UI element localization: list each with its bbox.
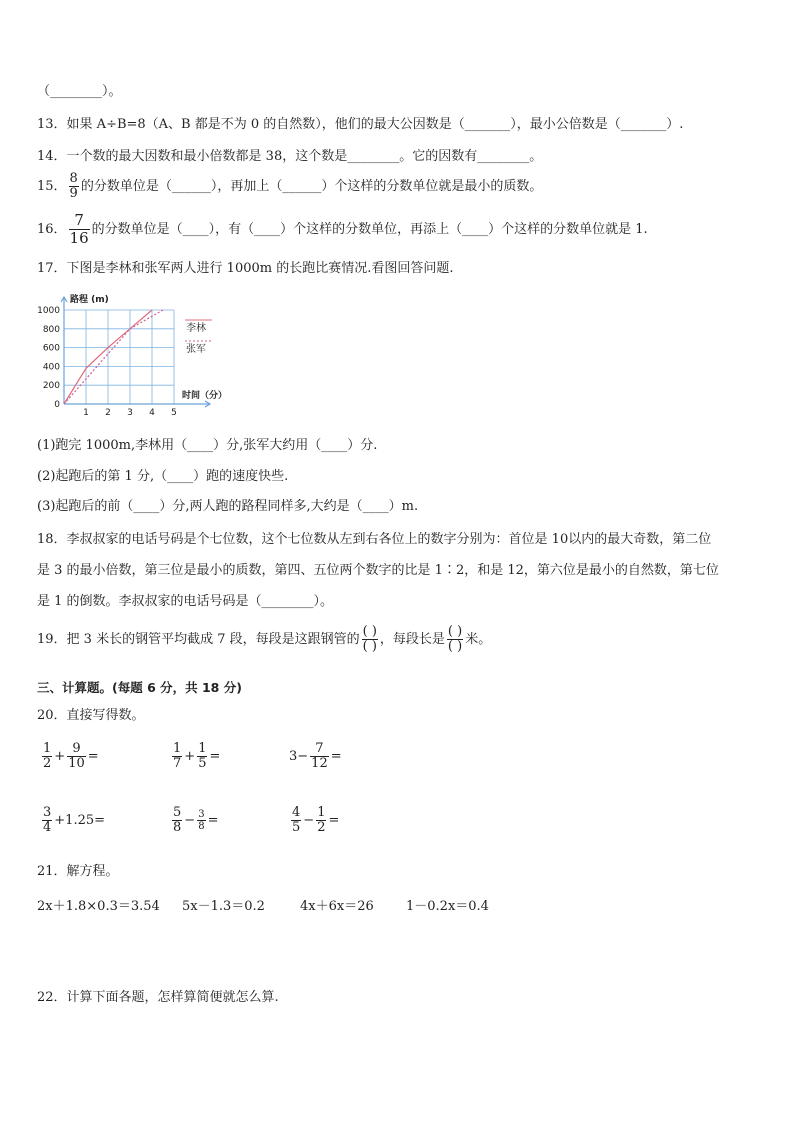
- question-16: [37, 212, 648, 247]
- chart-tick-labels: [37, 306, 177, 418]
- legend-label-lilin: 李林: [186, 323, 206, 334]
- chart-y-label: 路程 (m): [70, 295, 109, 305]
- race-chart: [30, 290, 230, 420]
- x-tick-3: 3: [127, 408, 133, 418]
- q19-part2: ，每段长是: [379, 631, 445, 647]
- q19-part3: 米。: [465, 631, 492, 647]
- q16-fraction: [69, 212, 90, 247]
- y-tick-800: 800: [42, 324, 60, 335]
- x-tick-5: 5: [171, 408, 177, 418]
- question-15: [37, 172, 542, 201]
- q18-line3: 是 1 的倒数。李叔叔家的电话号码是（________）。: [37, 594, 334, 609]
- x-tick-4: 4: [149, 408, 155, 418]
- q20-title: 20．直接写得数。: [37, 708, 145, 723]
- y-tick-400: 400: [42, 362, 60, 373]
- q21-equation-1: 2x＋1.8×0.3＝3.54: [37, 899, 160, 914]
- q16-frac-num: 7: [74, 211, 84, 229]
- q20-expr-2: $\frac{1}{7}$ + $\frac{1}{5}$ =: [173, 741, 221, 771]
- q19-blank-num-1: ( ): [362, 624, 377, 639]
- q19-blank-num-2: ( ): [447, 624, 463, 639]
- q15-text: 的分数单位是（______），再加上（______）个这样的分数单位就是最小的质数。: [80, 178, 543, 194]
- q21-equation-2: 5x－1.3＝0.2: [182, 899, 265, 914]
- q20-expr-1: $\frac{1}{2}$ + $\frac{9}{10}$ =: [43, 741, 99, 771]
- q20-expr-5: $\frac{5}{8}$ − $\frac{3}{8}$ =: [173, 805, 219, 835]
- question-22: 22．计算下面各题，怎样算简便就怎么算.: [37, 990, 279, 1005]
- x-tick-1: 1: [83, 408, 89, 418]
- q19-blank-den-2: ( ): [447, 639, 463, 654]
- q21-equation-3: 4x＋6x＝26: [300, 899, 374, 914]
- question-14: 14．一个数的最大因数和最小倍数都是 38，这个数是________。它的因数有________。: [37, 149, 543, 164]
- q18-line2: 是 3 的最小倍数，第三位是最小的质数，第四、五位两个数字的比是 1∶2，和是 12，第六位是最小的自然数，第七位: [37, 563, 719, 578]
- y-tick-200: 200: [42, 381, 60, 392]
- q17-sub2: (2)起跑后的第 1 分,（____）跑的速度快些.: [37, 469, 289, 484]
- q20-expr-4: $\frac{3}{4}$ +1.25=: [43, 805, 106, 835]
- chart-x-label: 时间（分）: [182, 391, 228, 401]
- legend-label-zhangjun: 张军: [186, 344, 206, 355]
- q15-prefix: 15．: [37, 178, 67, 194]
- q21-equation-4: 1－0.2x＝0.4: [406, 899, 489, 914]
- series-line-1: [64, 310, 163, 404]
- q19-blank-den-1: ( ): [362, 639, 377, 654]
- y-tick-1000: 1000: [37, 306, 60, 316]
- q19-fraction-1: [362, 625, 378, 654]
- q20-expr-6: $\frac{4}{5}$ − $\frac{1}{2}$ =: [292, 805, 340, 835]
- chart-legend: [185, 320, 212, 355]
- q16-text: 的分数单位是（____），有（____）个这样的分数单位，再添上（____）个这样的分数单位就是 1.: [91, 221, 648, 237]
- q18-line1: 18．李叔叔家的电话号码是个七位数，这个七位数从左到右各位上的数字分别为：首位是 10以内的最大奇数，第二位: [37, 532, 712, 547]
- q15-fraction: [69, 172, 79, 201]
- question-17: 17．下图是李林和张军两人进行 1000m 的长跑比赛情况.看图回答问题.: [37, 261, 454, 276]
- section-3-heading: 三、计算题。(每题 6 分，共 18 分): [37, 680, 242, 695]
- q12-tail: （________）。: [37, 84, 122, 99]
- q21-title: 21．解方程。: [37, 864, 119, 879]
- y-tick-0: 0: [54, 400, 60, 410]
- x-tick-2: 2: [105, 408, 111, 418]
- chart-series: [64, 310, 163, 404]
- q19-part1: 19．把 3 米长的钢管平均截成 7 段，每段是这跟钢管的: [37, 631, 360, 647]
- y-tick-600: 600: [42, 343, 60, 354]
- q16-prefix: 16．: [37, 221, 67, 237]
- q16-frac-den: 16: [69, 229, 89, 247]
- question-13: 13．如果 A÷B=8（A、B 都是不为 0 的自然数），他们的最大公因数是（_______），最小公倍数是（_______）.: [37, 117, 684, 132]
- q19-fraction-2: [447, 625, 463, 654]
- q17-sub3: (3)起跑后的前（____）分,两人跑的路程同样多,大约是（____）m.: [37, 499, 419, 514]
- q15-frac-den: 9: [69, 186, 78, 201]
- question-19: [37, 625, 491, 654]
- q20-expr-3: 3− $\frac{7}{12}$ =: [289, 741, 342, 771]
- q15-frac-num: 8: [69, 171, 78, 186]
- q17-sub1: (1)跑完 1000m,李林用（____）分,张军大约用（____）分.: [37, 438, 378, 453]
- chart-grid: [64, 310, 174, 404]
